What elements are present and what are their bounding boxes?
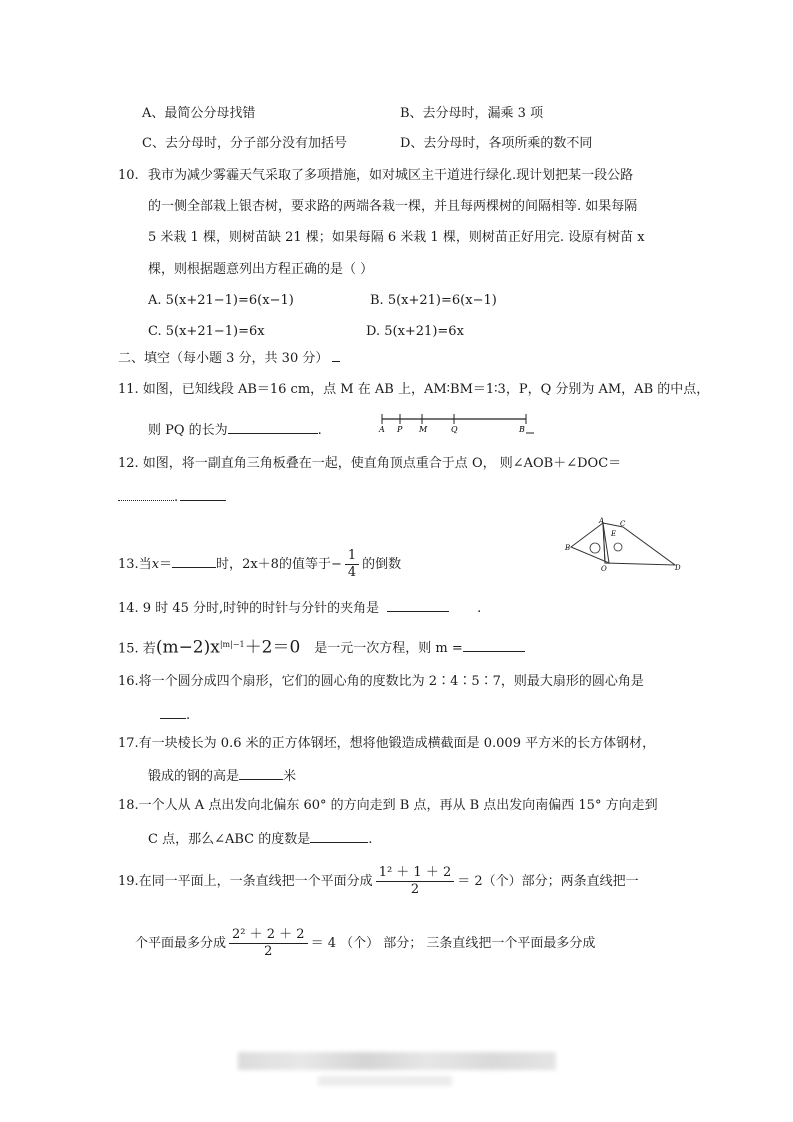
q19-line1-suffix: ＝ 2（个）部分；两条直线把一 (457, 874, 639, 889)
q16-answer-blank[interactable] (160, 706, 186, 719)
q14-text: 14. 9 时 45 分时,时钟的时针与分针的夹角是 (118, 601, 380, 616)
q19-line2-suffix: ＝ 4 （个） 部分； 三条直线把一个平面最多分成 (310, 936, 596, 951)
q10-line4: 棵，则根据题意列出方程正确的是（ ） (148, 262, 374, 277)
q12-underline (180, 488, 226, 501)
q19-fraction-2 (229, 927, 308, 960)
q11-segment-figure (376, 410, 536, 438)
q19-line1-prefix: 19.在同一平面上，一条直线把一个平面分成 (118, 874, 373, 889)
q13-prefix: 13.当 (118, 557, 152, 572)
q9-option-b: B、去分母时，漏乘 3 项 (400, 106, 544, 121)
q11-line1: 11. 如图，已知线段 AB＝16 cm，点 M 在 AB 上，AM∶BM＝1∶3，P，Q 分别为 AM，AB 的中点， (118, 382, 710, 397)
q10-option-a: A. 5(x+21−1)=6(x−1) (148, 293, 294, 308)
q15-prefix: 15. 若 (118, 641, 156, 657)
q16-line1: 16.将一个圆分成四个扇形，它们的圆心角的度数比为 2∶4∶5∶7，则最大扇形的圆心角是 (118, 674, 644, 689)
q19-fraction-1 (376, 865, 455, 898)
label-a: A (379, 425, 385, 434)
q14-suffix: . (477, 601, 482, 616)
q13-mid: 时， (216, 557, 243, 572)
q19-frac2-den: 2 (264, 944, 273, 959)
fig-label-c: C (620, 520, 626, 528)
label-m: M (419, 425, 428, 434)
q10-option-b: B. 5(x+21)=6(x−1) (370, 293, 497, 308)
label-p: P (397, 425, 403, 434)
q13-minus: − (330, 557, 342, 572)
q14-answer-blank[interactable] (387, 599, 449, 612)
label-b: B (519, 425, 525, 434)
q12-line1: 12. 如图，将一副直角三角板叠在一起，使直角顶点重合于点 O， 则∠AOB＋∠DOC＝ (118, 456, 622, 471)
q18-suffix: . (368, 832, 373, 847)
q17-line1: 17.有一块棱长为 0.6 米的正方体钢坯，想将他锻造成横截面是 0.009 平方米的长方体钢材， (118, 736, 656, 751)
q11-answer-blank[interactable] (228, 421, 318, 434)
q13-expr: 2x＋8 (242, 557, 279, 572)
q13-line (118, 548, 401, 582)
q13-frac-den: 4 (347, 565, 357, 580)
q14-line (118, 599, 481, 617)
q15-expr-tail: ＋2＝0 (244, 637, 301, 658)
q15-expr-main: (m−2)x (155, 637, 220, 658)
q12-answer-blank[interactable] (118, 488, 174, 501)
q19-line2 (135, 926, 595, 966)
q10-number: 10. (118, 168, 139, 183)
q12-suffix: . (174, 490, 179, 505)
q10-option-d: D. 5(x+21)=6x (366, 324, 464, 339)
q15-exponent: |m|−1 (219, 640, 245, 649)
angle-arc-2 (614, 543, 622, 551)
section-2-mark (332, 349, 340, 362)
q18-prefix: C 点，那么∠ABC 的度数是 (148, 832, 311, 847)
q10-line1: 我市为减少雾霾天气采取了多项措施，如对城区主干道进行绿化.现计划把某一段公路 (148, 168, 634, 183)
q19-line2-prefix: 个平面最多分成 (135, 936, 227, 951)
fig-label-a: A (599, 517, 605, 525)
label-q: Q (451, 425, 458, 434)
q18-line1: 18.一个人从 A 点出发向北偏东 60° 的方向走到 B 点，再从 B 点出发向南偏西 15° 方向走到 (118, 798, 658, 813)
fig-label-e: E (611, 530, 617, 538)
fig-label-d: D (675, 564, 681, 572)
q11-line2 (148, 421, 322, 439)
q19-frac2-num: 2² ＋ 2 ＋ 2 (229, 927, 308, 944)
q18-line2 (148, 830, 372, 848)
footer-watermark-blur-2 (318, 1076, 452, 1086)
q12-line2 (118, 488, 226, 506)
q9-option-d: D、去分母时，各项所乘的数不同 (400, 136, 593, 151)
q17-prefix: 锻成的钢的高是 (148, 769, 240, 784)
q17-answer-blank[interactable] (239, 767, 283, 780)
q18-answer-blank[interactable] (310, 830, 368, 843)
q12-triangle-figure (563, 517, 683, 573)
q10-line3: 5 米栽 1 棵，则树苗缺 21 棵；如果每隔 6 米栽 1 棵，则树苗正好用完. 设原有树苗 x (148, 230, 645, 245)
q10-line2: 的一侧全部栽上银杏树，要求路的两端各栽一棵，并且每两棵树的间隔相等. 如果每隔 (148, 199, 638, 214)
q10-option-c: C. 5(x+21−1)=6x (148, 324, 265, 339)
q13-eq: ＝ (159, 557, 173, 572)
q19-frac1-num: 1² ＋ 1 ＋ 2 (376, 865, 455, 882)
q9-option-a: A、最简公分母找错 (142, 106, 256, 121)
q13-text2: 的值等于 (278, 557, 331, 572)
q17-line2 (148, 767, 296, 785)
fig-label-b: B (565, 544, 571, 552)
q17-suffix: 米 (283, 769, 297, 784)
q13-suffix: 的倒数 (362, 557, 402, 572)
footer-watermark-blur (238, 1052, 556, 1070)
q13-answer-blank[interactable] (172, 555, 216, 568)
q19-line1 (118, 864, 639, 904)
q15-suffix: 是一元一次方程，则 m = (314, 641, 463, 657)
fig-label-o: O (601, 565, 607, 573)
q11-suffix: . (317, 423, 322, 438)
q15-line (118, 634, 525, 660)
q13-fraction (345, 548, 359, 581)
section-2-heading (118, 349, 340, 367)
q16-suffix: . (186, 708, 191, 723)
section-2-title: 二、填空（每小题 3 分，共 30 分） (118, 351, 329, 366)
q19-frac1-den: 2 (410, 882, 420, 897)
q16-line2 (160, 706, 190, 724)
angle-arc-1 (590, 543, 600, 553)
q15-answer-blank[interactable] (463, 639, 525, 652)
q9-option-c: C、去分母时，分子部分没有加括号 (142, 136, 347, 151)
q13-frac-num: 1 (345, 548, 359, 565)
q11-prefix: 则 PQ 的长为 (148, 423, 228, 438)
q13-var: x (151, 557, 160, 572)
